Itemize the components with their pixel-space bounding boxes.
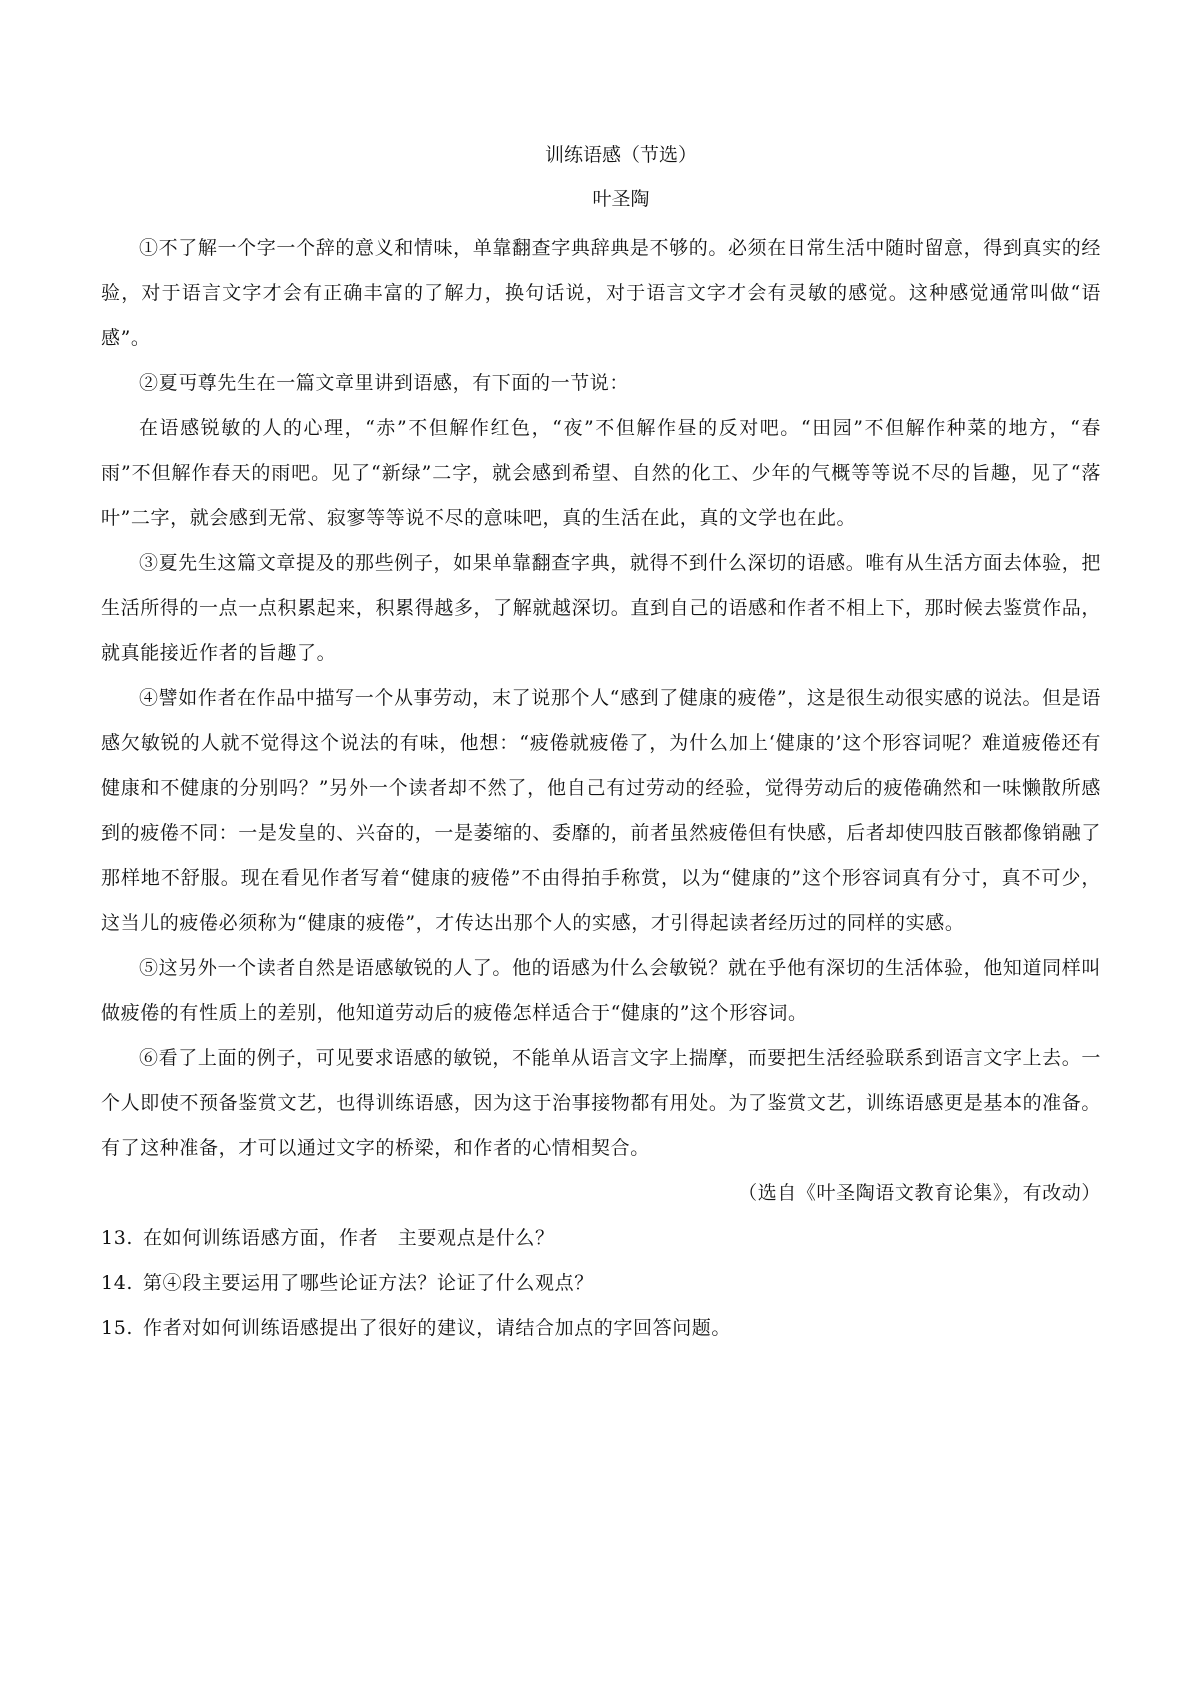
question-15 [101,1306,1101,1351]
paragraph-4: ④譬如作者在作品中描写一个从事劳动，末了说那个人“感到了健康的疲倦”，这是很生动很实感的说法。但是语感欠敏锐的人就不觉得这个说法的有味，他想：“疲倦就疲倦了，为什么加上‘健康的’这个形容词呢？难道疲倦还有健康和不健康的分别吗？”另外一个读者却不然了，他自己有过劳动的经验，觉得劳动后的疲倦确然和一味懒散所感到的疲倦不同：一是发皇的、兴奋的，一是萎缩的、委靡的，前者虽然疲倦但有快感，后者却使四肢百骸都像销融了那样地不舒服。现在看见作者写着“健康的疲倦”不由得拍手称赏，以为“健康的”这个形容词真有分寸，真不可少，这当儿的疲倦必须称为“健康的疲倦”，才传达出那个人的实感，才引得起读者经历过的同样的实感。 [101,687,1101,934]
document-page [101,140,1101,1351]
question-text: 第④段主要运用了哪些论证方法？论证了什么观点？ [143,1272,594,1294]
source-citation: （选自《叶圣陶语文教育论集》，有改动） [738,1182,1101,1204]
question-number: 14. [101,1272,134,1294]
paragraph-3: ③夏先生这篇文章提及的那些例子，如果单靠翻查字典，就得不到什么深切的语感。唯有从生活方面去体验，把生活所得的一点一点积累起来，积累得越多，了解就越深切。直到自己的语感和作者不相上下，那时候去鉴赏作品，就真能接近作者的旨趣了。 [101,552,1101,664]
question-text: 在如何训练语感方面，作者 主要观点是什么？ [143,1227,555,1249]
paragraph-1: ①不了解一个字一个辞的意义和情味，单靠翻查字典辞典是不够的。必须在日常生活中随时留意，得到真实的经验，对于语言文字才会有正确丰富的了解力，换句话说，对于语言文字才会有灵敏的感觉。这种感觉通常叫做“语感”。 [101,237,1101,349]
article-author: 叶圣陶 [592,188,650,210]
question-text: 作者对如何训练语感提出了很好的建议，请结合加点的字回答问题。 [143,1317,732,1339]
paragraph-5: ⑤这另外一个读者自然是语感敏锐的人了。他的语感为什么会敏锐？就在乎他有深切的生活体验，他知道同样叫做疲倦的有性质上的差别，他知道劳动后的疲倦怎样适合于“健康的”这个形容词。 [101,957,1101,1024]
paragraph-2: ②夏丏尊先生在一篇文章里讲到语感，有下面的一节说： [139,372,630,394]
question-number: 13. [101,1227,134,1249]
question-13 [101,1216,1101,1261]
article-title: 训练语感（节选） [544,144,697,166]
paragraph-6: ⑥看了上面的例子，可见要求语感的敏锐，不能单从语言文字上揣摩，而要把生活经验联系到语言文字上去。一个人即使不预备鉴赏文艺，也得训练语感，因为这于治事接物都有用处。为了鉴赏文艺，训练语感更是基本的准备。有了这种准备，才可以通过文字的桥梁，和作者的心情相契合。 [101,1047,1101,1159]
question-14 [101,1261,1101,1306]
quoted-passage: 在语感锐敏的人的心理，“赤”不但解作红色，“夜”不但解作昼的反对吧。“田园”不但解作种菜的地方，“春雨”不但解作春天的雨吧。见了“新绿”二字，就会感到希望、自然的化工、少年的气概等等说不尽的旨趣，见了“落叶”二字，就会感到无常、寂寥等等说不尽的意味吧，真的生活在此，真的文学也在此。 [101,417,1101,529]
question-number: 15. [101,1317,134,1339]
